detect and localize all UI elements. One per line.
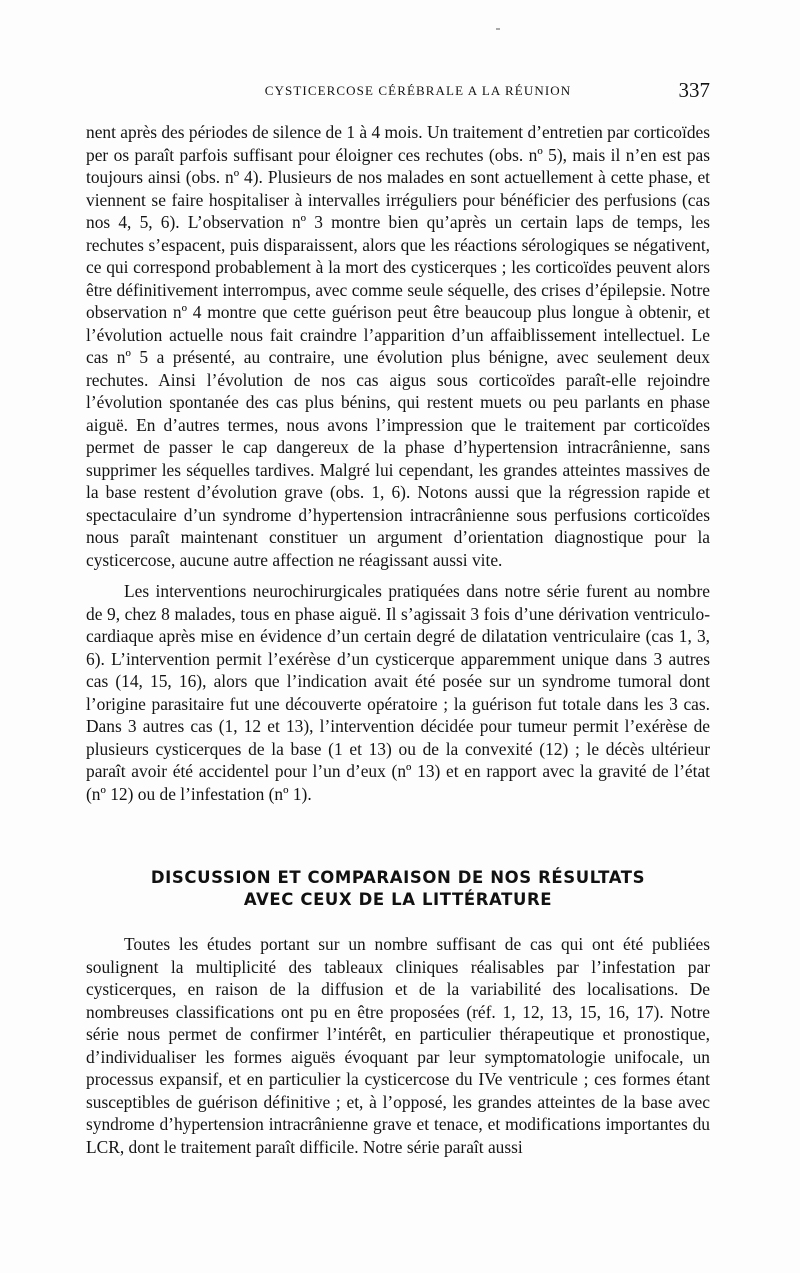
body-section-2 <box>86 580 710 805</box>
scan-mark <box>496 28 500 30</box>
section-heading <box>86 867 710 911</box>
body-section-1 <box>86 121 710 571</box>
page-number: 337 <box>678 78 710 102</box>
page-header <box>86 80 710 104</box>
paragraph: nent après des périodes de silence de 1 à 4 mois. Un traitement d’entretien par corticoïdes per os paraît parfois suffisant pour éloigner ces rechutes (obs. nº 5), mais il n’en est pas toujours ainsi (obs. nº 4). Plusieurs de nos malades en sont actuellement à cette phase, et viennent se faire hospitaliser à intervalles irréguliers pour bénéficier des perfusions (cas nos 4, 5, 6). L’observation nº 3 montre bien qu’après un certain laps de temps, les rechutes s’espacent, puis disparaissent, alors que les réactions sérologiques se négativent, ce qui correspond probablement à la mort des cysticerques ; les corticoïdes peuvent alors être définitivement interrompus, avec comme seule séquelle, des crises d’épilepsie. Notre observation nº 4 montre que cette guérison peut être beaucoup plus longue à obtenir, et l’évolution actuelle nous fait craindre l’apparition d’un affaiblissement intellectuel. Le cas nº 5 a présenté, au contraire, une évolution plus bénigne, avec seulement deux rechutes. Ainsi l’évolution de nos cas aigus sous corticoïdes paraît-elle rejoindre l’évolution spontanée des cas plus bénins, qui restent muets ou peu parlants en phase aiguë. En d’autres termes, nous avons l’impression que le traitement par corticoïdes permet de passer le cap dangereux de la phase d’hypertension intracrânienne, sans supprimer les séquelles tardives. Malgré lui cependant, les grandes atteintes massives de la base restent d’évolution grave (obs. 1, 6). Notons aussi que la régression rapide et spectaculaire d’un syndrome d’hypertension intracrânienne sous perfusions corticoïdes nous paraît maintenant constituer un argument d’orientation diagnostique pour la cysticercose, aucune autre affection ne réagissant aussi vite. <box>86 122 710 570</box>
section-heading-line: DISCUSSION ET COMPARAISON DE NOS RÉSULTATS <box>150 868 646 887</box>
paragraph: Toutes les études portant sur un nombre suffisant de cas qui ont été publiées soulignent la multiplicité des tableaux cliniques réalisables par l’infestation par cysticerques, en raison de la diffusion et de la variabilité des localisations. De nombreuses classifications ont pu en être proposées (réf. 1, 12, 13, 15, 16, 17). Notre série nous permet de confirmer l’intérêt, en particulier thérapeutique et pronostique, d’individualiser les formes aiguës évoquant par leur symptomatologie unifocale, un processus expansif, et en particulier la cysticercose du IVe ventricule ; ces formes étant susceptibles de guérison définitive ; et, à l’opposé, les grandes atteintes de la base avec syndrome d’hypertension intracrânienne grave et tenace, et modifications importantes du LCR, dont le traitement paraît difficile. Notre série paraît aussi <box>86 934 710 1157</box>
body-section-3 <box>86 933 710 1158</box>
paragraph: Les interventions neurochirurgicales pratiquées dans notre série furent au nombre de 9, chez 8 malades, tous en phase aiguë. Il s’agissait 3 fois d’une dérivation ventriculo-cardiaque après mise en évidence d’un certain degré de dilatation ventriculaire (cas 1, 3, 6). L’intervention permit l’exérèse d’un cysticerque apparemment unique dans 3 autres cas (14, 15, 16), alors que l’indication avait été posée sur un syndrome tumoral dont l’origine parasitaire fut une découverte opératoire ; la guérison fut totale dans les 3 cas. Dans 3 autres cas (1, 12 et 13), l’intervention décidée pour tumeur permit l’exérèse de plusieurs cysticerques de la base (1 et 13) ou de la convexité (12) ; le décès ultérieur paraît avoir été accidentel pour l’un d’eux (nº 13) et en rapport avec la gravité de l’état (nº 12) ou de l’infestation (nº 1). <box>86 581 710 804</box>
section-heading-line: AVEC CEUX DE LA LITTÉRATURE <box>243 890 553 909</box>
running-title: CYSTICERCOSE CÉRÉBRALE A LA RÉUNION <box>264 83 572 98</box>
